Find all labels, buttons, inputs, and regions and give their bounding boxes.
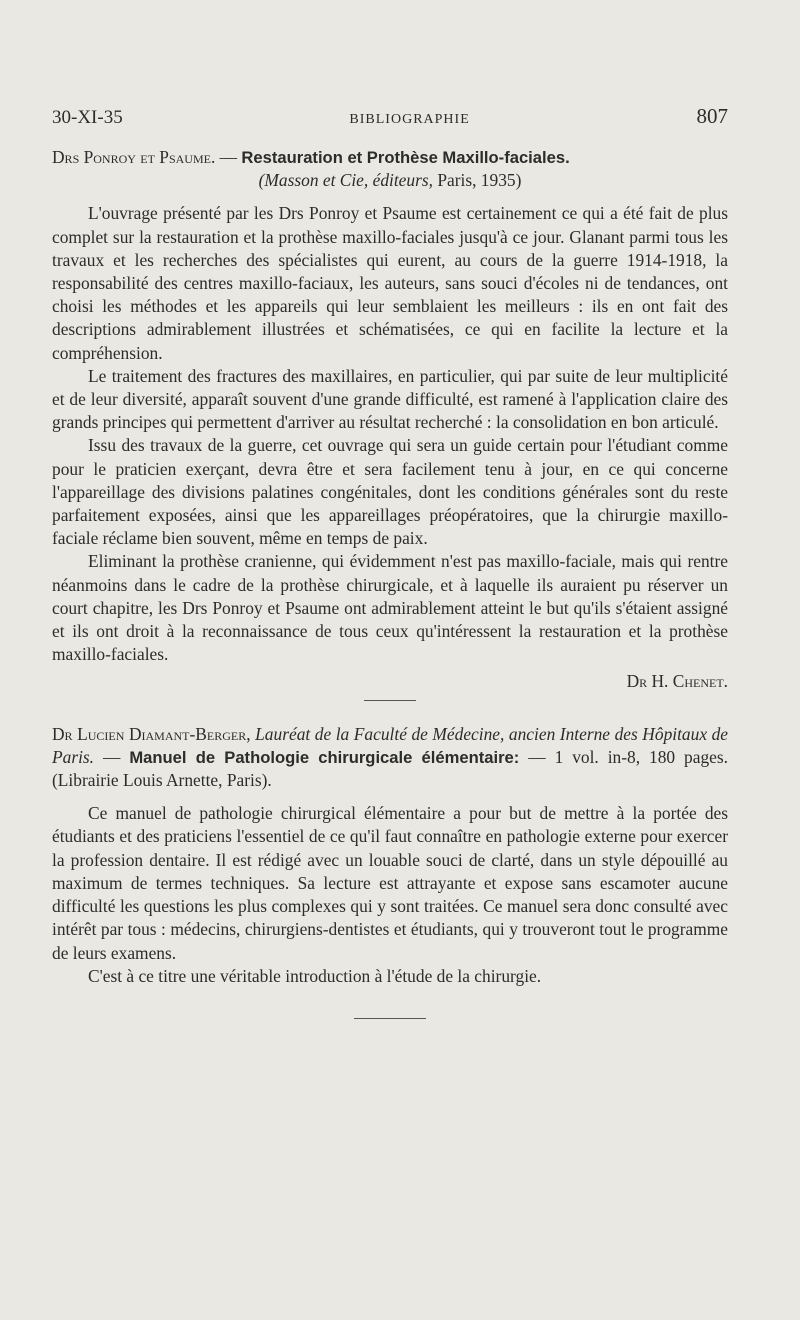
review1-paragraph: Issu des travaux de la guerre, cet ouvrage qui sera un guide certain pour l'étudiant comme pour le praticien exerçant, devra être et sera facilement tenu à jour, en ce qui concerne l'appareillage des divisions palatines congénitales, dont les conditions générales sont du reste parfaitement exposées, ainsi que les appareillages préopératoires, que la chirurgie maxillo-faciale réclame bien souvent, même en temps de paix. (52, 435, 728, 549)
review1-publisher-rest: Paris, 1935) (432, 170, 522, 191)
section-divider (364, 700, 416, 701)
review2-author: Dr Lucien Diamant-Berger, (52, 723, 251, 744)
review1-authors: Drs Ponroy et Psaume. (52, 147, 216, 167)
review2-dash: — (94, 746, 130, 767)
review1-paragraph: Eliminant la prothèse cranienne, qui évidemment n'est pas maxillo-faciale, mais qui rentre néanmoins dans le cadre de la prothèse chirurgicale, et à laquelle ils auraient pu réserver un court chapitre, les Drs Ponroy et Psaume ont admirablement atteint le but qu'ils s'étaient assigné et ils ont droit à la reconnaissance de tous ceux qu'intéressent la restauration et la prothèse maxillo-faciales. (52, 551, 728, 665)
review1-title: Restauration et Prothèse Maxillo-faciales. (241, 148, 570, 167)
review1-paragraph: L'ouvrage présenté par les Drs Ponroy et Psaume est certainement ce qui a été fait de plus complet sur la restauration et la prothèse maxillo-faciales jusqu'à ce jour. Glanant parmi tous les travaux et les recherches des spécialistes qui eurent, au cours de la guerre 1914-1918, la responsabilité des centres maxillo-faciaux, les auteurs, sans souci d'écoles ni de tendances, ont choisi les méthodes et les appareils qui leur semblaient les meilleurs : ils en ont fait des descriptions admirablement illustrées et schématisées, ce qui en facilite la lecture et la compréhension. (52, 203, 728, 363)
review1-signature: Dr H. Chenet. (626, 671, 728, 692)
review2-paragraph: C'est à ce titre une véritable introduction à l'étude de la chirurgie. (88, 965, 542, 986)
page-number: 807 (696, 104, 728, 128)
page-body (52, 146, 728, 1019)
page-header (52, 104, 728, 129)
review1-heading (52, 146, 728, 169)
review1-dash: — (215, 147, 242, 167)
review1-paragraph: Le traitement des fractures des maxillaires, en particulier, qui par suite de leur multiplicité et de leur diversité, apparaît souvent d'une grande difficulté, est ramené à l'application claire des grands principes qui permettent d'arriver au résultat recherché : la consolidation en bon articulé. (52, 365, 728, 433)
review2-credentials: Lauréat de la Faculté de Médecine, ancien Interne des Hôpitaux de Paris. (52, 723, 728, 767)
review2-title: Manuel de Pathologie chirurgicale élémentaire: (129, 747, 520, 767)
review1-publisher-italic: (Masson et Cie, éditeurs, (258, 170, 433, 191)
review2-heading (52, 723, 728, 793)
issue-date: 30-XI-35 (52, 107, 123, 128)
section-title: BIBLIOGRAPHIE (349, 112, 470, 127)
review2-details: — 1 vol. in-8, 180 pages. (Librairie Louis Arnette, Paris). (52, 746, 728, 791)
review2-paragraph: Ce manuel de pathologie chirurgical élémentaire a pour but de mettre à la portée des étudiants et des praticiens l'essentiel de ce qu'il faut connaître en pathologie externe pour exercer la profession dentaire. Il est rédigé avec un louable souci de clarté, dans un style dépouillé au maximum de termes techniques. Sa lecture est attrayante et expose sans escamoter aucune difficulté les questions les plus complexes qui y sont traitées. Ce manuel sera donc consulté avec intérêt par tous : médecins, chirurgiens-dentistes et étudiants, qui y trouveront tout le programme de leurs examens. (52, 803, 728, 963)
end-divider (354, 1018, 426, 1019)
review1-publisher (52, 169, 728, 192)
